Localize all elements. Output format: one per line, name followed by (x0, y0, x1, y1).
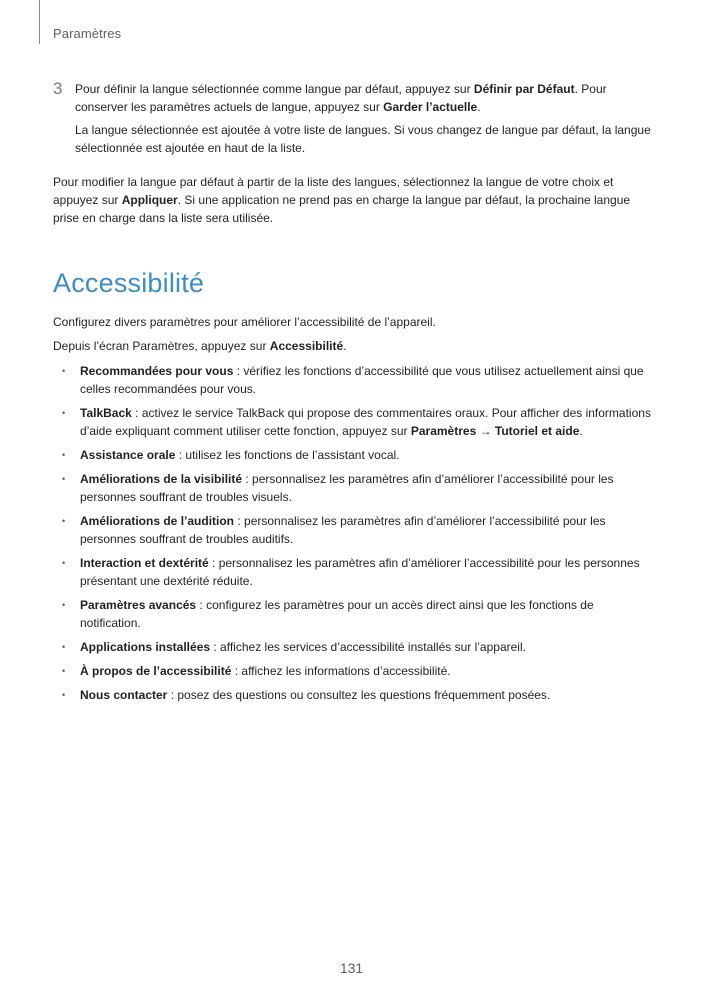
set-default-label: Définir par Défaut (473, 82, 575, 96)
step-text: . Pour conserver les paramètres actuels de langue, appuyez sur (75, 82, 607, 114)
bullet-icon: • (62, 366, 66, 376)
list-item-text: . (579, 424, 583, 438)
section-title: Accessibilité (53, 268, 205, 298)
step-number: 3 (53, 79, 63, 98)
list-item (53, 470, 653, 506)
list-item (53, 662, 653, 680)
list-item-text: : personnalisez les paramètres afin d’améliorer l’accessibilité pour les personnes présentant une dextérité réduite. (80, 556, 640, 588)
list-item-text: : affichez les informations d’accessibilité. (231, 664, 451, 678)
list-item-term: Recommandées pour vous (80, 364, 234, 378)
list-item (53, 554, 653, 590)
header-rule (39, 0, 40, 44)
list-item-term: Assistance orale (80, 448, 176, 462)
paragraph-text: Pour modifier la langue par défaut à partir de la liste des langues, sélectionnez la langue de votre choix et appuyez sur (53, 175, 614, 207)
list-item (53, 686, 653, 704)
step-text: . (477, 100, 481, 114)
list-item-text: : configurez les paramètres pour un accès direct ainsi que les fonctions de notification. (80, 598, 594, 630)
list-item-path: Paramètres → Tutoriel et aide (410, 424, 580, 438)
apply-label: Appliquer (121, 193, 178, 207)
step-note: La langue sélectionnée est ajoutée à votre liste de langues. Si vous changez de langue par défaut, la langue sélectionnée est ajoutée en haut de la liste. (75, 123, 651, 155)
section-intro: Configurez divers paramètres pour améliorer l’accessibilité de l’appareil. (53, 315, 436, 329)
language-paragraph (53, 173, 653, 227)
list-item-text: : personnalisez les paramètres afin d’améliorer l’accessibilité pour les personnes souffrant de troubles visuels. (80, 472, 614, 504)
step-text: Pour définir la langue sélectionnée comme langue par défaut, appuyez sur (75, 82, 474, 96)
page-number: 131 (339, 960, 364, 976)
step-body (75, 80, 653, 157)
bullet-icon: • (62, 690, 66, 700)
bullet-icon: • (62, 516, 66, 526)
instruction-text: . (343, 339, 347, 353)
list-item-term: Applications installées (80, 640, 211, 654)
list-item-text: : personnalisez les paramètres afin d’améliorer l’accessibilité pour les personnes souffrant de troubles auditifs. (80, 514, 606, 546)
keep-current-label: Garder l’actuelle (383, 100, 478, 114)
list-item-term: Améliorations de l’audition (80, 514, 235, 528)
list-item-term: Paramètres avancés (80, 598, 197, 612)
list-item-text: : vérifiez les fonctions d’accessibilité que vous utilisez actuellement ainsi que celles recommandées pour vous. (80, 364, 644, 396)
list-item-term: TalkBack (80, 406, 132, 420)
list-item-text: : affichez les services d’accessibilité installés sur l’appareil. (210, 640, 526, 654)
paragraph-text: . Si une application ne prend pas en charge la langue par défaut, la prochaine langue prise en charge dans la liste sera utilisée. (53, 193, 631, 225)
list-item (53, 362, 653, 398)
bullet-icon: • (62, 558, 66, 568)
bullet-icon: • (62, 600, 66, 610)
list-item-text: : posez des questions ou consultez les questions fréquemment posées. (167, 688, 551, 702)
list-item (53, 596, 653, 632)
feature-list (53, 362, 653, 710)
instruction-text: Depuis l’écran Paramètres, appuyez sur (53, 339, 270, 353)
list-item-term: Interaction et dextérité (80, 556, 209, 570)
list-item-text: : utilisez les fonctions de l’assistant vocal. (175, 448, 400, 462)
step-3 (53, 80, 653, 162)
list-item-term: Améliorations de la visibilité (80, 472, 243, 486)
list-item (53, 446, 653, 464)
list-item-term: À propos de l’accessibilité (80, 664, 232, 678)
section-instruction (53, 337, 653, 355)
running-header: Paramètres (53, 26, 122, 41)
accessibility-label: Accessibilité (269, 339, 344, 353)
bullet-icon: • (62, 474, 66, 484)
list-item-term: Nous contacter (80, 688, 168, 702)
bullet-icon: • (62, 666, 66, 676)
list-item (53, 512, 653, 548)
list-item-text: : activez le service TalkBack qui propose des commentaires oraux. Pour afficher des informations d’aide expliquant comment utiliser cette fonction, appuyez sur (80, 406, 651, 438)
bullet-icon: • (62, 408, 66, 418)
list-item (53, 638, 653, 656)
step-instruction (75, 80, 653, 116)
list-item (53, 404, 653, 440)
bullet-icon: • (62, 450, 66, 460)
bullet-icon: • (62, 642, 66, 652)
